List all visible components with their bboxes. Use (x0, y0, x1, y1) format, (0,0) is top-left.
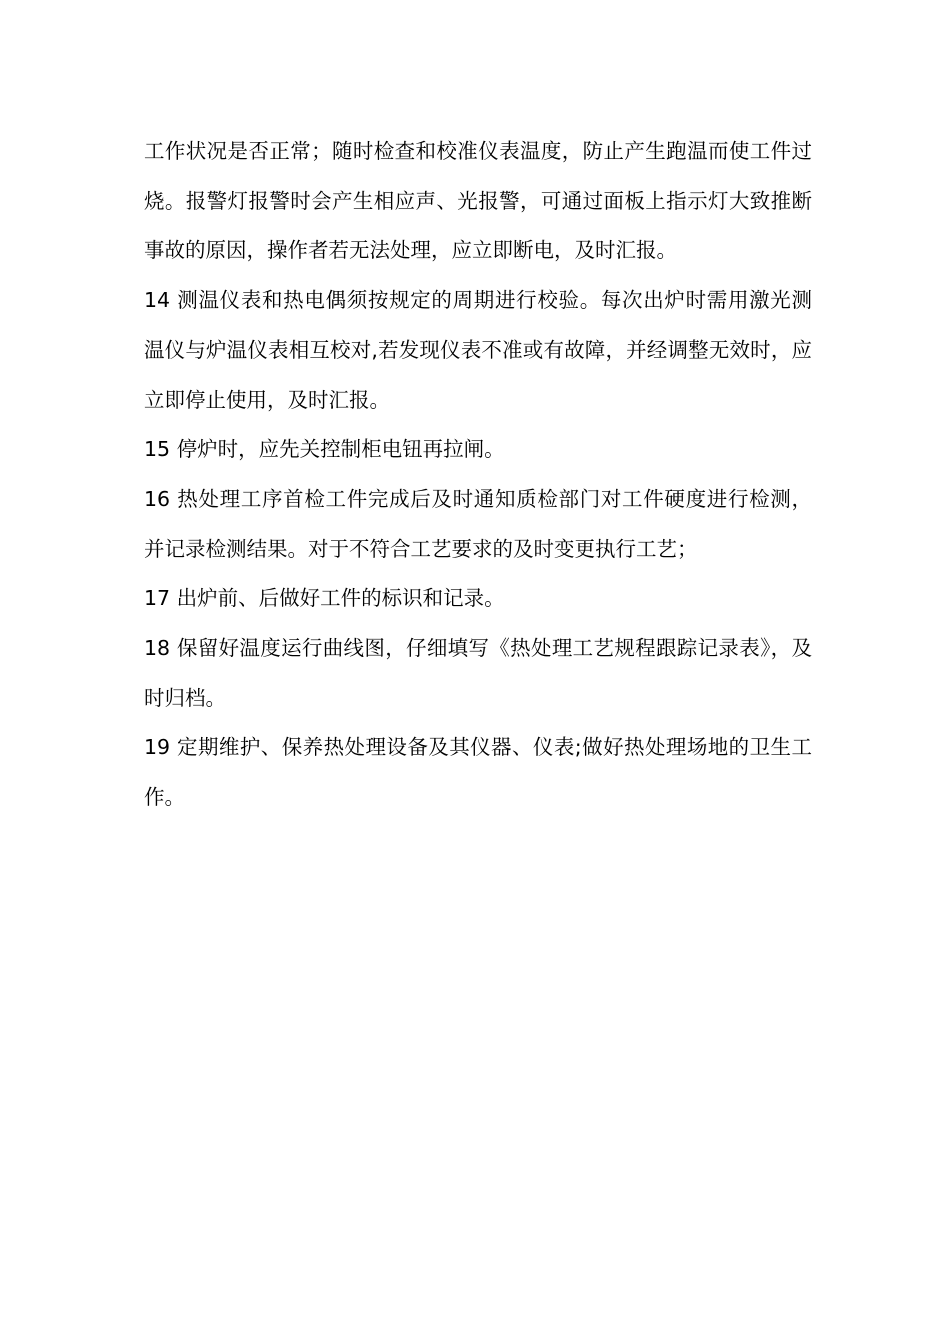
paragraph-item-16: 16 热处理工序首检工件完成后及时通知质检部门对工件硬度进行检测，并记录检测结果。对于不符合工艺要求的及时变更执行工艺； (144, 486, 812, 561)
paragraph-item-14: 14 测温仪表和热电偶须按规定的周期进行校验。每次出炉时需用激光测温仪与炉温仪表相互校对,若发现仪表不准或有故障，并经调整无效时，应立即停止使用，及时汇报。 (144, 288, 812, 412)
paragraph-item-18: 18 保留好温度运行曲线图，仔细填写《热处理工艺规程跟踪记录表》，及时归档。 (144, 636, 812, 710)
paragraph-item-17: 17 出炉前、后做好工件的标识和记录。 (144, 586, 505, 611)
paragraph-item-15: 15 停炉时，应先关控制柜电钮再拉闸。 (144, 437, 505, 462)
document-body (144, 127, 812, 823)
paragraph-continuation: 工作状况是否正常；随时检查和校准仪表温度，防止产生跑温而使工件过烧。报警灯报警时会产生相应声、光报警，可通过面板上指示灯大致推断事故的原因，操作者若无法处理，应立即断电，及时汇报。 (144, 139, 812, 263)
paragraph-item-19: 19 定期维护、保养热处理设备及其仪器、仪表;做好热处理场地的卫生工作。 (144, 735, 812, 810)
